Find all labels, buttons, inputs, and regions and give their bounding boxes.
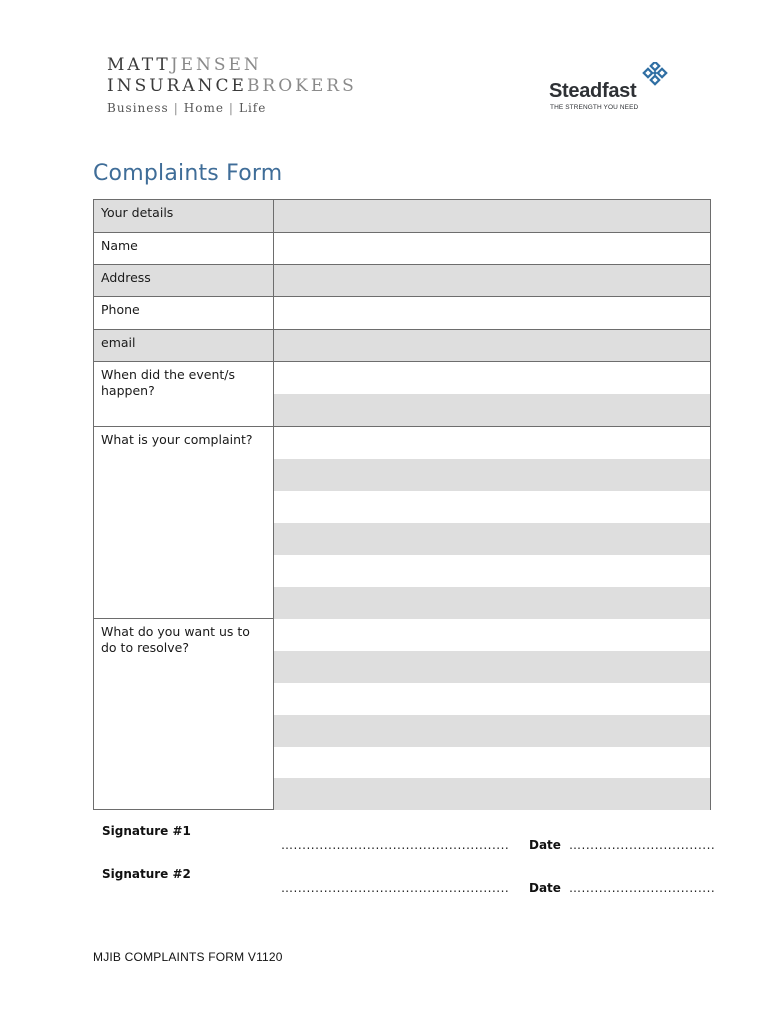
address-field[interactable] [274,265,710,296]
form-row-label: Phone [94,297,274,329]
form-row-name [94,233,710,265]
form-row-label: What do you want us to do to resolve? [94,619,274,810]
signature-2-date-line[interactable]: …............................... [569,881,716,895]
form-row-phone [94,297,710,330]
name-field[interactable] [274,233,710,264]
signature-2-date-label: Date [529,881,561,895]
event-date-field[interactable] [274,362,710,426]
your-details-field[interactable] [274,200,710,232]
form-row-label: email [94,330,274,361]
steadfast-logo [549,62,679,114]
form-row-email [94,330,710,362]
field-stripe [274,587,710,619]
complaint-field[interactable] [274,427,710,618]
form-row-your-details [94,200,710,233]
steadfast-diamond-icon [641,62,671,88]
field-stripe [274,394,710,426]
form-row-event-date [94,362,710,427]
broker-logo-line-2: INSURANCEBROKERS [107,76,357,96]
broker-logo-tagline: Business | Home | Life [107,101,267,115]
form-row-label: What is your complaint? [94,427,274,618]
phone-field[interactable] [274,297,710,329]
form-version-footer: MJIB COMPLAINTS FORM V1120 [93,950,283,964]
broker-logo-line-1: MATTJENSEN [107,55,262,75]
form-row-label: Your details [94,200,274,232]
field-stripe [274,523,710,555]
page-title: Complaints Form [93,161,283,186]
signature-2-label: Signature #2 [102,867,191,881]
signature-1-label: Signature #1 [102,824,191,838]
signature-1-line[interactable]: ….................................................. [281,838,510,852]
resolution-field[interactable] [274,619,710,810]
field-stripe [274,715,710,747]
signature-2-line[interactable]: ….................................................. [281,881,510,895]
form-row-complaint [94,427,710,619]
field-stripe [274,459,710,491]
form-row-label: Address [94,265,274,296]
signature-1-date-label: Date [529,838,561,852]
broker-logo [107,55,357,116]
form-row-resolution [94,619,710,810]
field-stripe [274,778,710,810]
form-row-label: Name [94,233,274,264]
field-stripe [274,651,710,683]
form-row-label: When did the event/s happen? [94,362,274,426]
email-field[interactable] [274,330,710,361]
form-row-address [94,265,710,297]
signature-1-date-line[interactable]: …............................... [569,838,716,852]
steadfast-name: Steadfast [549,80,637,102]
complaints-form-table [93,199,711,810]
steadfast-tagline: THE STRENGTH YOU NEED [550,104,639,111]
